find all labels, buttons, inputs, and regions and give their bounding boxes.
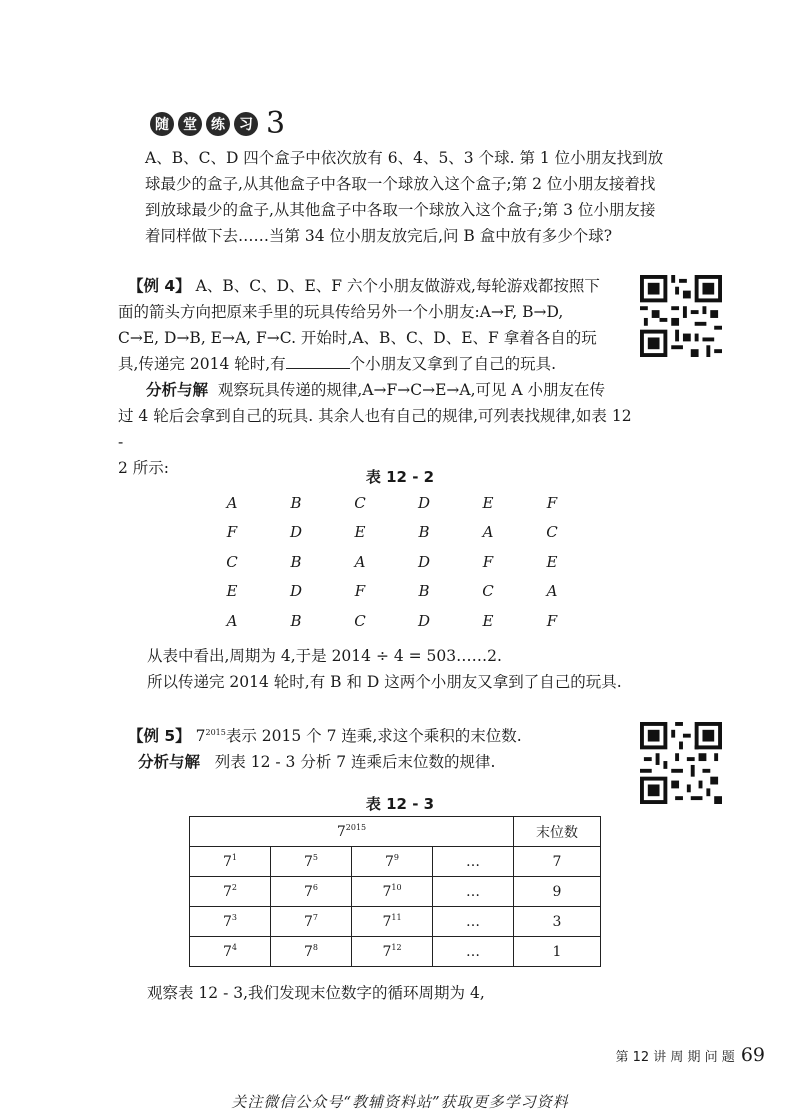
table-cell: B	[290, 493, 302, 512]
table-cell: 1	[514, 937, 601, 967]
table-row	[200, 606, 600, 636]
table-cell: B	[290, 552, 302, 571]
heading-char: 堂	[178, 112, 202, 136]
table-cell: E	[226, 582, 238, 601]
table-row	[190, 907, 601, 937]
table-cell: A	[226, 493, 238, 512]
table-cell: $7^8$	[271, 937, 352, 967]
answer-blank[interactable]	[286, 352, 350, 369]
chapter-title: 第 12 讲 周 期 问 题	[615, 1050, 735, 1065]
example-4-line: A、B、C、D、E、F 六个小朋友做游戏,每轮游戏都按照下	[195, 277, 600, 295]
table-cell: …	[433, 877, 514, 907]
practice-problem	[145, 145, 665, 249]
table-row	[190, 937, 601, 967]
table-row	[190, 847, 601, 877]
table-cell: $7^9$	[352, 847, 433, 877]
table-cell: A	[482, 523, 494, 542]
table-cell: D	[289, 582, 303, 601]
table-cell: F	[546, 611, 558, 630]
header-exponent: 2015	[345, 823, 367, 832]
table-cell: $7^3$	[190, 907, 271, 937]
table-cell: A	[354, 552, 366, 571]
example-4-line: C→E, D→B, E→A, F→C. 开始时,A、B、C、D、E、F 拿着各自的玩	[118, 329, 597, 347]
table-cell: C	[354, 493, 366, 512]
table-12-2-caption: 表 12 - 2	[365, 468, 435, 486]
table-cell: F	[354, 582, 366, 601]
example-4-line: 个小朋友又拿到了自己的玩具.	[349, 355, 557, 373]
table-cell: …	[433, 847, 514, 877]
table-cell: D	[417, 611, 431, 630]
table-cell: F	[482, 552, 494, 571]
example-4-label: 【例 4】	[128, 277, 191, 295]
table-cell: $7^{10}$	[352, 877, 433, 907]
page-footer	[615, 1044, 765, 1066]
table-12-3-caption: 表 12 - 3	[365, 795, 435, 813]
table-cell: F	[546, 493, 558, 512]
table-cell: $7^7$	[271, 907, 352, 937]
practice-line: 球最少的盒子,从其他盒子中各取一个球放入这个盒子;第 2 位小朋友接着找	[145, 175, 656, 193]
practice-line: 着同样做下去……当第 34 位小朋友放完后,问 B 盒中放有多少个球?	[145, 227, 613, 245]
table-cell: $7^{12}$	[352, 937, 433, 967]
table-cell: $7^2$	[190, 877, 271, 907]
table-cell: 9	[514, 877, 601, 907]
table-row	[200, 518, 600, 548]
table-header-row	[190, 817, 601, 847]
table-cell: B	[418, 523, 430, 542]
conclusion-4	[147, 643, 687, 695]
analysis-line: 2 所示:	[118, 459, 170, 477]
heading-char: 随	[150, 112, 174, 136]
table-row	[200, 577, 600, 607]
example-5	[128, 720, 628, 775]
table-cell: 7	[514, 847, 601, 877]
table-cell: D	[289, 523, 303, 542]
table-cell: E	[354, 523, 366, 542]
conclusion-line: 从表中看出,周期为 4,于是 2014 ÷ 4 = 503……2.	[147, 647, 502, 665]
example-4-line: 具,传递完 2014 轮时,有	[118, 355, 286, 373]
watermark-text: 关注微信公众号“教辅资料站”获取更多学习资料	[231, 1093, 569, 1111]
table-cell: $7^{11}$	[352, 907, 433, 937]
table-cell: $7^5$	[271, 847, 352, 877]
table-row	[190, 877, 601, 907]
table-cell: $7^4$	[190, 937, 271, 967]
example-4	[118, 273, 638, 481]
table-cell: …	[433, 907, 514, 937]
qr-code-icon	[640, 722, 722, 804]
table-cell: B	[290, 611, 302, 630]
table-cell: E	[482, 493, 494, 512]
example-5-label: 【例 5】	[128, 727, 191, 745]
table-row	[200, 547, 600, 577]
table-cell: B	[418, 582, 430, 601]
table-cell: E	[546, 552, 558, 571]
heading-char: 练	[206, 112, 230, 136]
header-base: 7	[336, 824, 346, 840]
table-cell: E	[482, 611, 494, 630]
header-last-digit: 末位数	[514, 817, 601, 847]
page-number: 69	[740, 1044, 765, 1066]
table-cell: D	[417, 552, 431, 571]
example-5-text: 表示 2015 个 7 连乘,求这个乘积的末位数.	[225, 727, 522, 745]
table-cell: C	[482, 582, 494, 601]
qr-code-icon	[640, 275, 722, 357]
table-cell: A	[546, 582, 558, 601]
analysis-label: 分析与解	[138, 753, 201, 771]
observation-text: 观察表 12 - 3,我们发现末位数字的循环周期为 4,	[147, 984, 485, 1002]
table-cell: $7^6$	[271, 877, 352, 907]
table-cell: D	[417, 493, 431, 512]
analysis-label: 分析与解	[146, 381, 209, 399]
table-cell: F	[226, 523, 238, 542]
analysis-line: 过 4 轮后会拿到自己的玩具. 其余人也有自己的规律,可列表找规律,如表 12 -	[118, 407, 632, 451]
heading-number: 3	[266, 106, 286, 141]
practice-line: A、B、C、D 四个盒子中依次放有 6、4、5、3 个球. 第 1 位小朋友找到放	[145, 149, 664, 167]
table-cell: C	[354, 611, 366, 630]
power-exponent: 2015	[205, 728, 226, 737]
analysis-line: 观察玩具传递的规律,A→F→C→E→A,可见 A 小朋友在传	[217, 381, 606, 399]
table-12-3	[189, 816, 601, 967]
practice-line: 到放球最少的盒子,从其他盒子中各取一个球放入这个盒子;第 3 位小朋友接	[145, 201, 656, 219]
table-12-2	[200, 488, 600, 636]
table-cell: 3	[514, 907, 601, 937]
table-cell: …	[433, 937, 514, 967]
section-heading	[150, 106, 286, 141]
heading-char: 习	[234, 112, 258, 136]
table-cell: C	[226, 552, 238, 571]
table-row	[200, 488, 600, 518]
header-power-cell	[190, 817, 514, 847]
power-base: 7	[195, 727, 206, 745]
conclusion-line: 所以传递完 2014 轮时,有 B 和 D 这两个小朋友又拿到了自己的玩具.	[147, 673, 622, 691]
analysis-line: 列表 12 - 3 分析 7 连乘后末位数的规律.	[214, 753, 496, 771]
table-cell: A	[226, 611, 238, 630]
table-cell: C	[546, 523, 558, 542]
example-4-line: 面的箭头方向把原来手里的玩具传给另外一个小朋友:A→F, B→D,	[118, 303, 564, 321]
table-cell: $7^1$	[190, 847, 271, 877]
